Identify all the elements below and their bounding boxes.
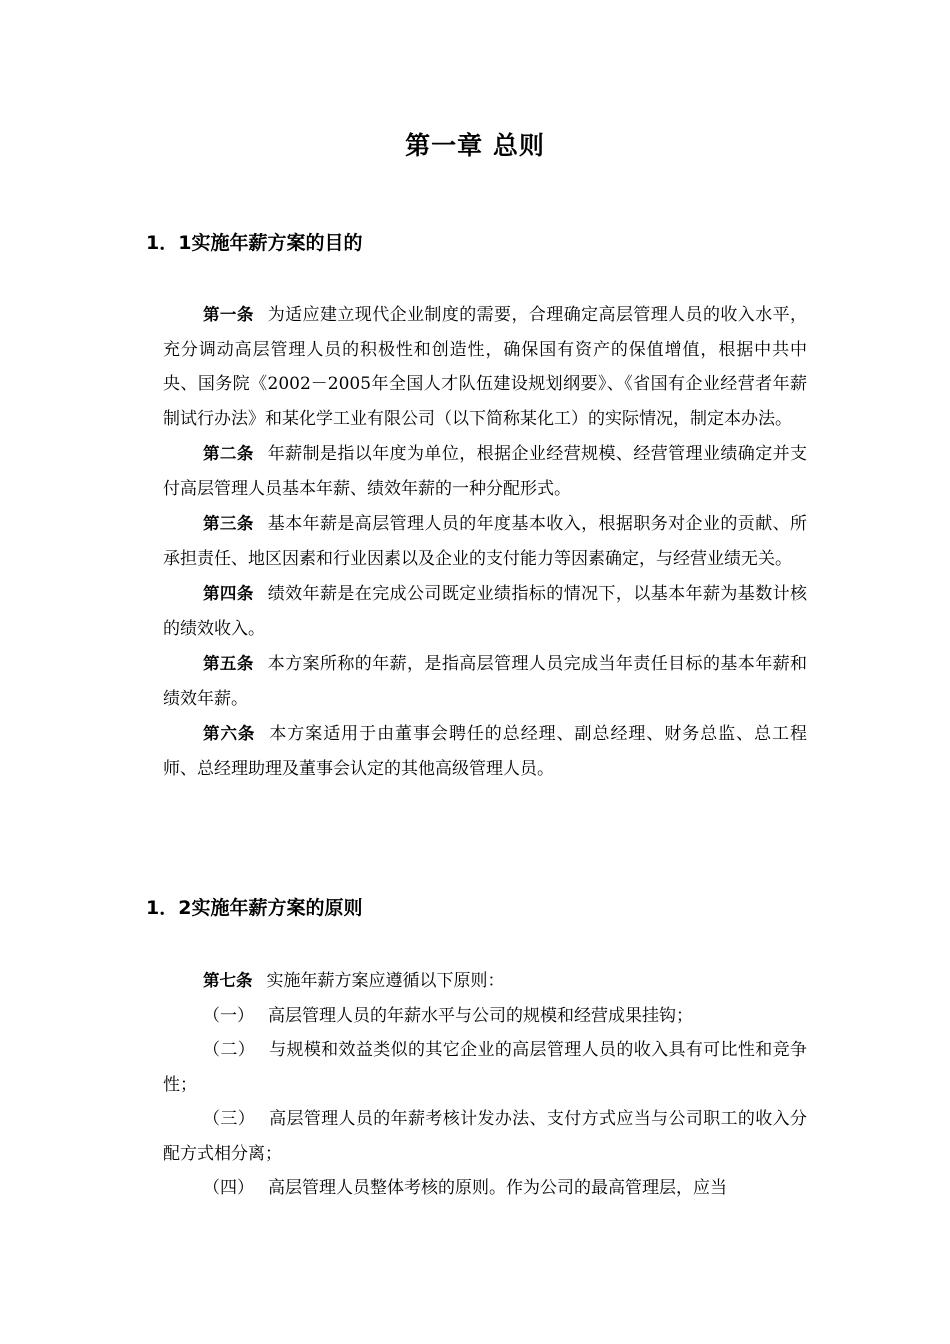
principle-item-4: [163, 1171, 807, 1206]
section-title-purpose: 1．1实施年薪方案的目的: [146, 232, 363, 254]
item-text: 高层管理人员的年薪水平与公司的规模和经营成果挂钩；: [268, 1005, 693, 1026]
principle-item-3: [163, 1102, 807, 1171]
chapter-title: 第一章 总则: [405, 131, 545, 160]
section-body-purpose: [163, 298, 807, 786]
article-3: [163, 507, 807, 576]
article-label: 第一条: [203, 305, 254, 324]
article-label: 第五条: [203, 654, 254, 673]
item-label: （二）: [203, 1040, 256, 1060]
article-text: 基本年薪是高层管理人员的年度基本收入，根据职务对企业的贡献、所承担责任、地区因素和行业因素以及企业的支付能力等因素确定，与经营业绩无关。: [163, 514, 808, 569]
article-text: 实施年薪方案应遵循以下原则：: [266, 971, 505, 991]
principle-item-2: [163, 1033, 807, 1102]
item-label: （四）: [203, 1178, 254, 1198]
article-4: [163, 577, 807, 646]
article-1: [163, 298, 807, 436]
article-text: 年薪制是指以年度为单位，根据企业经营规模、经营管理业绩确定并支付高层管理人员基本年薪、绩效年薪的一种分配形式。: [163, 444, 808, 499]
article-label: 第七条: [203, 971, 253, 990]
article-6: [163, 717, 807, 786]
article-7: [163, 964, 807, 999]
item-text: 高层管理人员整体考核的原则。作为公司的最高管理层，应当: [268, 1178, 727, 1198]
article-text: 本方案适用于由董事会聘任的总经理、副总经理、财务总监、总工程师、总经理助理及董事会认定的其他高级管理人员。: [163, 724, 807, 779]
item-text: 高层管理人员的年薪考核计发办法、支付方式应当与公司职工的收入分配方式相分离；: [163, 1109, 808, 1164]
article-text: 本方案所称的年薪，是指高层管理人员完成当年责任目标的基本年薪和绩效年薪。: [163, 654, 808, 709]
item-label: （三）: [203, 1109, 256, 1129]
article-label: 第二条: [203, 444, 254, 463]
item-label: （一）: [203, 1005, 254, 1026]
section-title-principles: 1．2实施年薪方案的原则: [146, 897, 363, 919]
article-text: 为适应建立现代企业制度的需要，合理确定高层管理人员的收入水平，充分调动高层管理人员的积极性和创造性，确保国有资产的保值增值，根据中共中央、国务院《2002－2005年全国人才队伍建设规划纲要》、《省国有企业经营者年薪制试行办法》和某化学工业有限公司（以下简称某化工）的实际情况，制定本办法。: [163, 305, 808, 429]
article-2: [163, 437, 807, 506]
principle-item-1: [163, 999, 807, 1034]
article-label: 第三条: [203, 514, 254, 533]
article-text: 绩效年薪是在完成公司既定业绩指标的情况下，以基本年薪为基数计核的绩效收入。: [163, 584, 808, 639]
article-label: 第六条: [203, 724, 256, 743]
section-body-principles: [163, 964, 807, 1206]
article-5: [163, 647, 807, 716]
item-text: 与规模和效益类似的其它企业的高层管理人员的收入具有可比性和竞争性；: [163, 1040, 808, 1095]
article-label: 第四条: [203, 584, 254, 603]
